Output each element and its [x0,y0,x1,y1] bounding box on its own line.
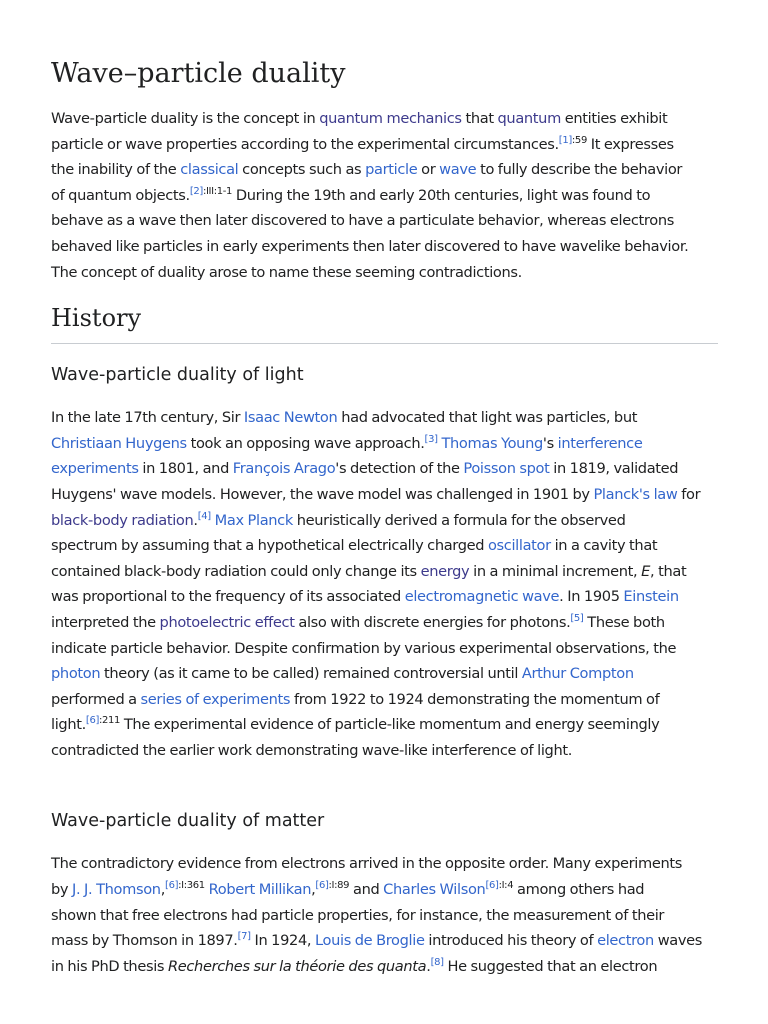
text: Wave-particle duality is the concept in [51,110,320,127]
text: heuristically derived a formula for the observed [292,511,626,529]
text: . [193,511,198,529]
text: , [311,881,316,899]
text: of quantum objects. [51,186,190,204]
citation-2[interactable]: [2]:III:1-1 [189,185,233,197]
text: , that [650,562,687,580]
link-thomas-young[interactable]: Thomas Young [441,434,543,452]
text: In 1924, [250,932,315,950]
link-einstein[interactable]: Einstein [623,588,679,606]
link-arthur-compton[interactable]: Arthur Compton [521,665,634,683]
intro-paragraph [51,106,718,285]
text: for [677,485,701,503]
text: indicate particle behavior. Despite confirmation by various experimental observations, the [51,639,677,657]
light-paragraph [51,405,718,763]
text: mass by Thomson in 1897. [51,932,238,950]
text: or [417,161,440,179]
link-electron[interactable]: electron [597,932,654,950]
text: took an opposing wave approach. [186,434,425,452]
text: interpreted the [51,613,160,631]
link-quantum[interactable]: quantum [497,110,561,127]
text: behave as a wave then later discovered to have a particulate behavior, whereas electrons [51,212,674,230]
link-classical[interactable]: classical [180,161,239,179]
text: He suggested that an electron [443,957,658,975]
link-max-planck[interactable]: Max Planck [214,511,293,529]
text: Huygens' wave models. However, the wave model was challenged in 1901 by [51,485,594,503]
link-interference[interactable]: interference [557,434,643,452]
link-particle[interactable]: particle [365,161,418,179]
link-energy[interactable]: energy [420,562,470,580]
link-black-body-radiation[interactable]: black-body radiation [51,511,194,529]
text: had advocated that light was particles, but [337,409,638,427]
citation-6c[interactable]: [6]:I:4 [485,880,514,892]
citation-1[interactable]: [1]:59 [558,134,587,146]
page-title: Wave–particle duality [51,58,346,89]
text: The experimental evidence of particle-like momentum and energy seemingly [120,716,660,734]
text: and [349,881,384,899]
link-charles-wilson[interactable]: Charles Wilson [383,881,486,899]
text: from 1922 to 1924 demonstrating the momentum of [290,690,660,708]
link-photon[interactable]: photon [51,665,101,683]
text: contained black-body radiation could only change its [51,562,421,580]
text: in his PhD thesis [51,957,168,975]
text: During the 19th and early 20th centuries, light was found to [232,186,651,204]
link-poisson-spot[interactable]: Poisson spot [463,460,550,478]
link-robert-millikan[interactable]: Robert Millikan [208,881,312,899]
text: spectrum by assuming that a hypothetical electrically charged [51,537,488,555]
text: These both [583,613,665,631]
text: light. [51,716,86,734]
subsection-heading-light: Wave-particle duality of light [51,365,304,386]
thesis-title: Recherches sur la théorie des quanta [167,957,427,975]
link-oscillator[interactable]: oscillator [487,537,551,555]
link-louis-de-broglie[interactable]: Louis de Broglie [314,932,425,950]
subsection-heading-matter: Wave-particle duality of matter [51,811,325,832]
link-series-of-experiments[interactable]: series of experiments [140,690,291,708]
link-christiaan-huygens[interactable]: Christiaan Huygens [51,434,187,452]
section-heading-history: History [51,301,718,344]
citation-8[interactable]: [8] [430,956,444,968]
text: also with discrete energies for photons. [294,613,571,631]
text: waves [653,932,703,950]
citation-6b[interactable]: [6]:I:89 [315,880,350,892]
citation-7[interactable]: [7] [237,931,251,943]
text: to fully describe the behavior [476,161,683,179]
link-quantum-mechanics[interactable]: quantum mechanics [319,110,462,127]
text: in 1801, and [138,460,233,478]
citation-6[interactable]: [6]:211 [85,715,121,727]
text: 's detection of the [335,460,464,478]
text: concepts such as [238,161,366,179]
citation-6a[interactable]: [6]:I:361 [165,880,205,892]
link-plancks-law[interactable]: Planck's law [593,485,678,503]
text: shown that free electrons had particle properties, for instance, the measurement of their [51,906,665,924]
text: The contradictory evidence from electrons arrived in the opposite order. Many experiments [51,855,683,873]
text: that [461,110,498,127]
text: 's [542,434,558,452]
link-electromagnetic-wave[interactable]: electromagnetic wave [404,588,560,606]
text: behaved like particles in early experiments then later discovered to have wavelike behavior. [51,237,689,255]
energy-symbol: E [641,562,650,580]
text: The concept of duality arose to name these seeming contradictions. [51,263,522,281]
text: introduced his theory of [424,932,598,950]
text: the inability of the [51,161,181,179]
link-photoelectric-effect[interactable]: photoelectric effect [159,613,295,631]
link-francois-arago[interactable]: François Arago [232,460,336,478]
text: , [160,881,166,899]
text: in 1819, validated [549,460,679,478]
text: In the late 17th century, Sir [51,409,244,427]
text: by [51,881,72,899]
text: . [426,957,431,975]
matter-paragraph [51,851,718,979]
link-experiments[interactable]: experiments [51,460,139,478]
text: among others had [513,881,645,899]
link-jj-thomson[interactable]: J. J. Thomson [72,881,161,899]
citation-3[interactable]: [3] [424,433,438,445]
link-wave[interactable]: wave [439,161,477,179]
text: It expresses [586,135,674,153]
text: was proportional to the frequency of its associated [51,588,405,606]
text: theory (as it came to be called) remained controversial until [100,665,522,683]
text: . In 1905 [559,588,624,606]
text: particle or wave properties according to the experimental circumstances. [51,135,559,153]
text: in a cavity that [550,537,658,555]
text: entities exhibit [560,110,668,127]
text: performed a [51,690,141,708]
text: contradicted the earlier work demonstrating wave-like interference of light. [51,741,573,759]
citation-5[interactable]: [5] [570,612,584,624]
text: in a minimal increment, [469,562,642,580]
link-isaac-newton[interactable]: Isaac Newton [243,409,338,427]
citation-4[interactable]: [4] [197,510,211,522]
